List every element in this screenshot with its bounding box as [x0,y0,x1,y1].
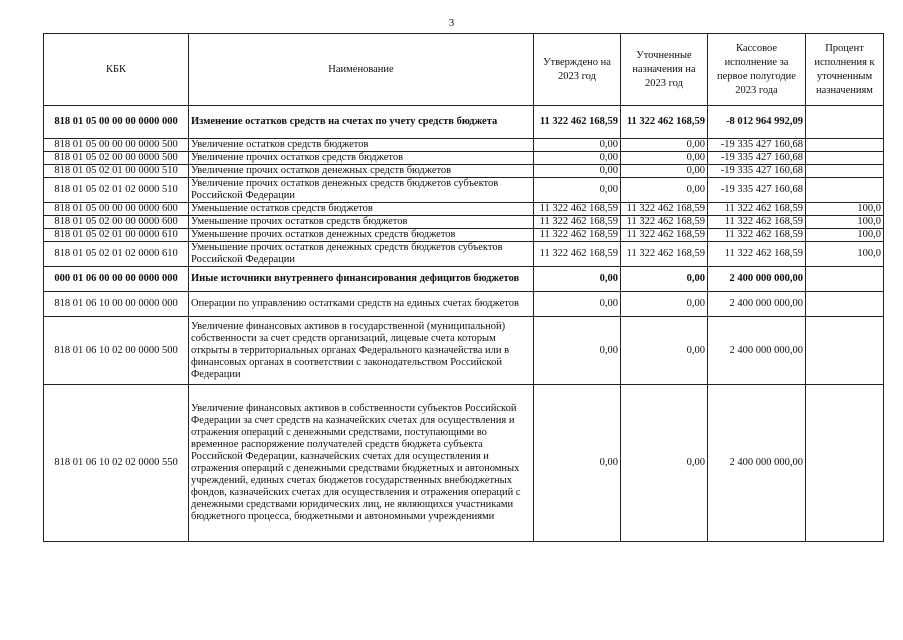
approved-cell: 0,00 [534,165,621,178]
percent-cell [806,139,884,152]
specified-cell: 11 322 462 168,59 [621,229,708,242]
kbk-cell: 818 01 06 10 02 00 0000 500 [44,317,189,385]
kbk-cell: 818 01 05 00 00 00 0000 600 [44,203,189,216]
specified-cell: 11 322 462 168,59 [621,216,708,229]
header-row [44,34,884,106]
budget-sources-table [43,33,884,542]
percent-cell: 100,0 [806,203,884,216]
cash-cell: -19 335 427 160,68 [708,139,806,152]
kbk-cell: 818 01 05 02 00 00 0000 500 [44,152,189,165]
header-name: Наименование [189,34,534,106]
cash-cell: 11 322 462 168,59 [708,229,806,242]
kbk-cell: 818 01 05 02 00 00 0000 600 [44,216,189,229]
table-row [44,385,884,542]
percent-cell: 100,0 [806,229,884,242]
name-cell: Операции по управлению остатками средств на единых счетах бюджетов [189,292,534,317]
specified-cell: 0,00 [621,139,708,152]
percent-cell: 100,0 [806,242,884,267]
name-cell: Увеличение прочих остатков денежных средств бюджетов [189,165,534,178]
percent-cell [806,178,884,203]
approved-cell: 0,00 [534,152,621,165]
approved-cell: 11 322 462 168,59 [534,242,621,267]
approved-cell: 0,00 [534,292,621,317]
kbk-cell: 818 01 05 02 01 00 0000 510 [44,165,189,178]
cash-cell: 2 400 000 000,00 [708,317,806,385]
specified-cell: 11 322 462 168,59 [621,242,708,267]
kbk-cell: 818 01 05 02 01 02 0000 610 [44,242,189,267]
name-cell: Уменьшение прочих остатков денежных средств бюджетов [189,229,534,242]
header-percent: Процент исполнения к уточненным назначениям [806,34,884,106]
approved-cell: 11 322 462 168,59 [534,106,621,139]
kbk-cell: 818 01 05 00 00 00 0000 000 [44,106,189,139]
cash-cell: -19 335 427 160,68 [708,165,806,178]
name-cell: Уменьшение прочих остатков денежных средств бюджетов субъектов Российской Федерации [189,242,534,267]
name-cell: Уменьшение остатков средств бюджетов [189,203,534,216]
percent-cell [806,165,884,178]
table-row [44,152,884,165]
specified-cell: 0,00 [621,165,708,178]
table-row [44,292,884,317]
kbk-cell: 818 01 05 00 00 00 0000 500 [44,139,189,152]
kbk-cell: 818 01 05 02 01 02 0000 510 [44,178,189,203]
specified-cell: 0,00 [621,178,708,203]
cash-cell: 11 322 462 168,59 [708,203,806,216]
kbk-cell: 000 01 06 00 00 00 0000 000 [44,267,189,292]
percent-cell [806,292,884,317]
cash-cell: -19 335 427 160,68 [708,152,806,165]
name-cell: Увеличение финансовых активов в собственности субъектов Российской Федерации за счет средств на казначейских счетах для осуществления и отражения операций с денежными средствами, поступающими во временное распоряжение получателей средств бюджета субъекта Российской Федерации, казначейских счетах для осуществления и отражения операций с денежными средствами бюджетных и автономных учреждений, единых счетах бюджетов государственных внебюджетных фондов, казначейских счетах для осуществления и отражения операций с денежными средствами юридических лиц, не являющихся участниками бюджетного процесса, бюджетными и автономными учреждениями [189,385,534,542]
cash-cell: 11 322 462 168,59 [708,242,806,267]
cash-cell: 2 400 000 000,00 [708,292,806,317]
approved-cell: 0,00 [534,385,621,542]
table-row [44,139,884,152]
specified-cell: 0,00 [621,292,708,317]
cash-cell: 2 400 000 000,00 [708,267,806,292]
specified-cell: 11 322 462 168,59 [621,203,708,216]
percent-cell [806,385,884,542]
cash-cell: 2 400 000 000,00 [708,385,806,542]
percent-cell [806,317,884,385]
page-number: 3 [448,17,455,29]
specified-cell: 0,00 [621,267,708,292]
approved-cell: 0,00 [534,178,621,203]
table-row [44,216,884,229]
specified-cell: 0,00 [621,385,708,542]
table-row [44,229,884,242]
name-cell: Уменьшение прочих остатков средств бюджетов [189,216,534,229]
table-row [44,106,884,139]
table-row [44,242,884,267]
name-cell: Иные источники внутреннего финансирования дефицитов бюджетов [189,267,534,292]
specified-cell: 11 322 462 168,59 [621,106,708,139]
approved-cell: 11 322 462 168,59 [534,229,621,242]
cash-cell: -8 012 964 992,09 [708,106,806,139]
approved-cell: 11 322 462 168,59 [534,216,621,229]
cash-cell: -19 335 427 160,68 [708,178,806,203]
percent-cell: 100,0 [806,216,884,229]
header-specified: Уточненные назначения на 2023 год [621,34,708,106]
percent-cell [806,152,884,165]
table-row [44,317,884,385]
kbk-cell: 818 01 06 10 02 02 0000 550 [44,385,189,542]
kbk-cell: 818 01 05 02 01 00 0000 610 [44,229,189,242]
percent-cell [806,267,884,292]
table-row [44,165,884,178]
name-cell: Изменение остатков средств на счетах по учету средств бюджета [189,106,534,139]
name-cell: Увеличение финансовых активов в государственной (муниципальной) собственности за счет средств организаций, лицевые счета которым открыты в территориальных органах Федерального казначейства или в финансовых органах в соответствии с законодательством Российской Федерации [189,317,534,385]
approved-cell: 11 322 462 168,59 [534,203,621,216]
name-cell: Увеличение прочих остатков денежных средств бюджетов субъектов Российской Федерации [189,178,534,203]
header-approved: Утверждено на 2023 год [534,34,621,106]
table-row [44,267,884,292]
specified-cell: 0,00 [621,152,708,165]
approved-cell: 0,00 [534,267,621,292]
name-cell: Увеличение остатков средств бюджетов [189,139,534,152]
table-row [44,203,884,216]
specified-cell: 0,00 [621,317,708,385]
approved-cell: 0,00 [534,317,621,385]
cash-cell: 11 322 462 168,59 [708,216,806,229]
approved-cell: 0,00 [534,139,621,152]
kbk-cell: 818 01 06 10 00 00 0000 000 [44,292,189,317]
table-row [44,178,884,203]
percent-cell [806,106,884,139]
header-cash-execution: Кассовое исполнение за первое полугодие 2023 года [708,34,806,106]
header-kbk: КБК [44,34,189,106]
name-cell: Увеличение прочих остатков средств бюджетов [189,152,534,165]
